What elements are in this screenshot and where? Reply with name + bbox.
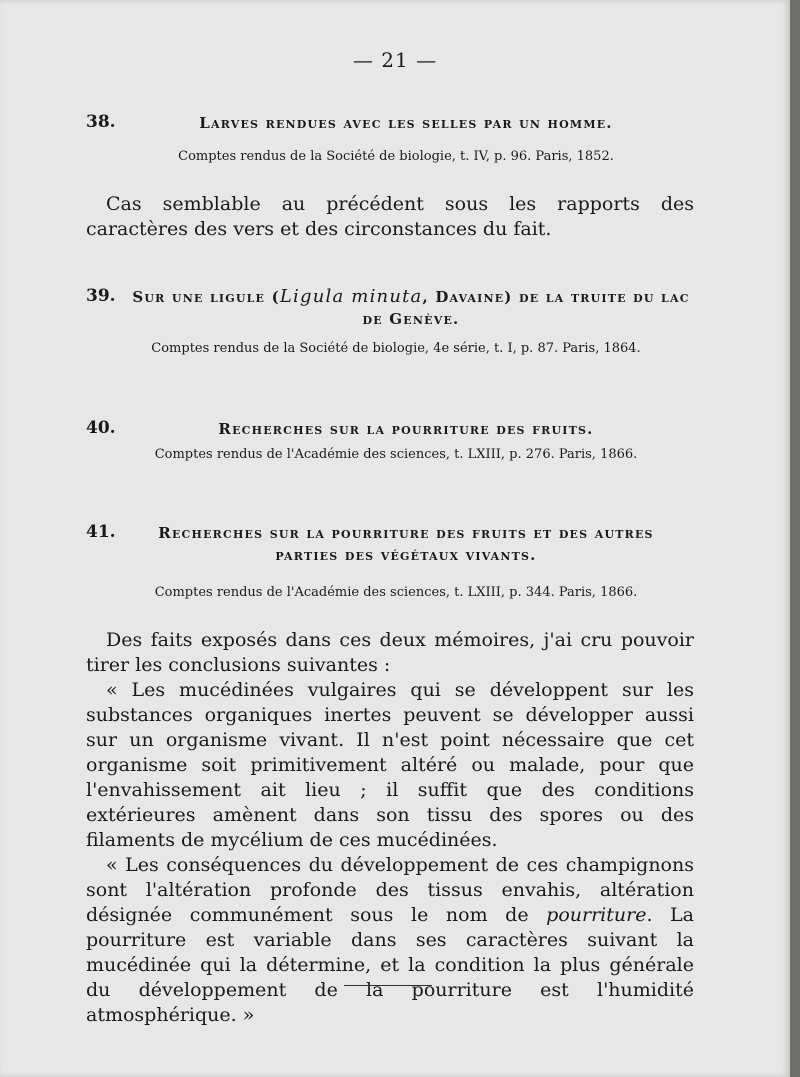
entry-number: 39. [86,286,116,306]
entry-number: 38. [86,112,116,132]
page-edge [790,0,800,1077]
entry-reference: Comptes rendus de la Société de biologie, 4e série, t. I, p. 87. Paris, 1864. [151,341,641,356]
entry-title: Recherches sur la pourriture des fruits. [218,420,594,438]
entry-number: 40. [86,418,116,438]
title-prefix: Sur une ligule ( [132,288,280,306]
entry-title: Recherches sur la pourriture des fruits et des autres [158,524,654,542]
para2-italic: pourriture [546,904,647,926]
paragraph-1: « Les mucédinées vulgaires qui se développent sur les substances organiques inertes peuvent se développer aussi sur un organisme vivant. Il n'est point nécessaire que cet organisme soit primitivement altéré ou malade, pour que l'envahissement ait lieu ; il suffit que des conditions extérieures amènent dans son tissu des spores ou des filaments de mycélium de ces mucédinées. [86,679,694,851]
entry-title: Larves rendues avec les selles par un homme. [199,114,613,132]
paragraph: Cas semblable au précédent sous les rapports des caractères des vers et des circonstances du fait. [86,193,694,240]
page-number: — 21 — [352,48,438,72]
title-suffix: , Davaine) de la truite du lac [422,288,690,306]
para2-end: . La pourriture est variable dans ses caractères suivant la mucédinée qui la détermine, et la condition la plus générale du développement de la pourriture est l'humidité atmosphérique. » [86,904,694,1026]
entry-title-line2: de Genève. [362,310,460,328]
entry-41-text [86,628,694,1028]
title-italic: Ligula minuta [279,286,423,307]
entry-title [86,286,706,308]
paragraph-2 [86,853,694,1028]
entry-number: 41. [86,522,116,542]
entry-39 [86,286,706,358]
entry-40 [86,418,706,464]
entry-41 [86,522,706,602]
closing-rule [344,985,432,986]
entry-38-text [86,192,694,242]
entry-title-line2: parties des végétaux vivants. [275,546,537,564]
para2-start: « Les conséquences du développement de ces champignons sont l'altération profonde des tissus envahis, altération désignée communément sous le nom de [86,854,694,926]
entry-reference: Comptes rendus de la Société de biologie, t. IV, p. 96. Paris, 1852. [178,149,614,164]
entry-38 [86,112,706,166]
entry-reference: Comptes rendus de l'Académie des sciences, t. LXIII, p. 344. Paris, 1866. [154,585,638,600]
entry-reference: Comptes rendus de l'Académie des sciences, t. LXIII, p. 276. Paris, 1866. [154,447,638,462]
paragraph-intro: Des faits exposés dans ces deux mémoires, j'ai cru pouvoir tirer les conclusions suivantes : [86,629,694,676]
